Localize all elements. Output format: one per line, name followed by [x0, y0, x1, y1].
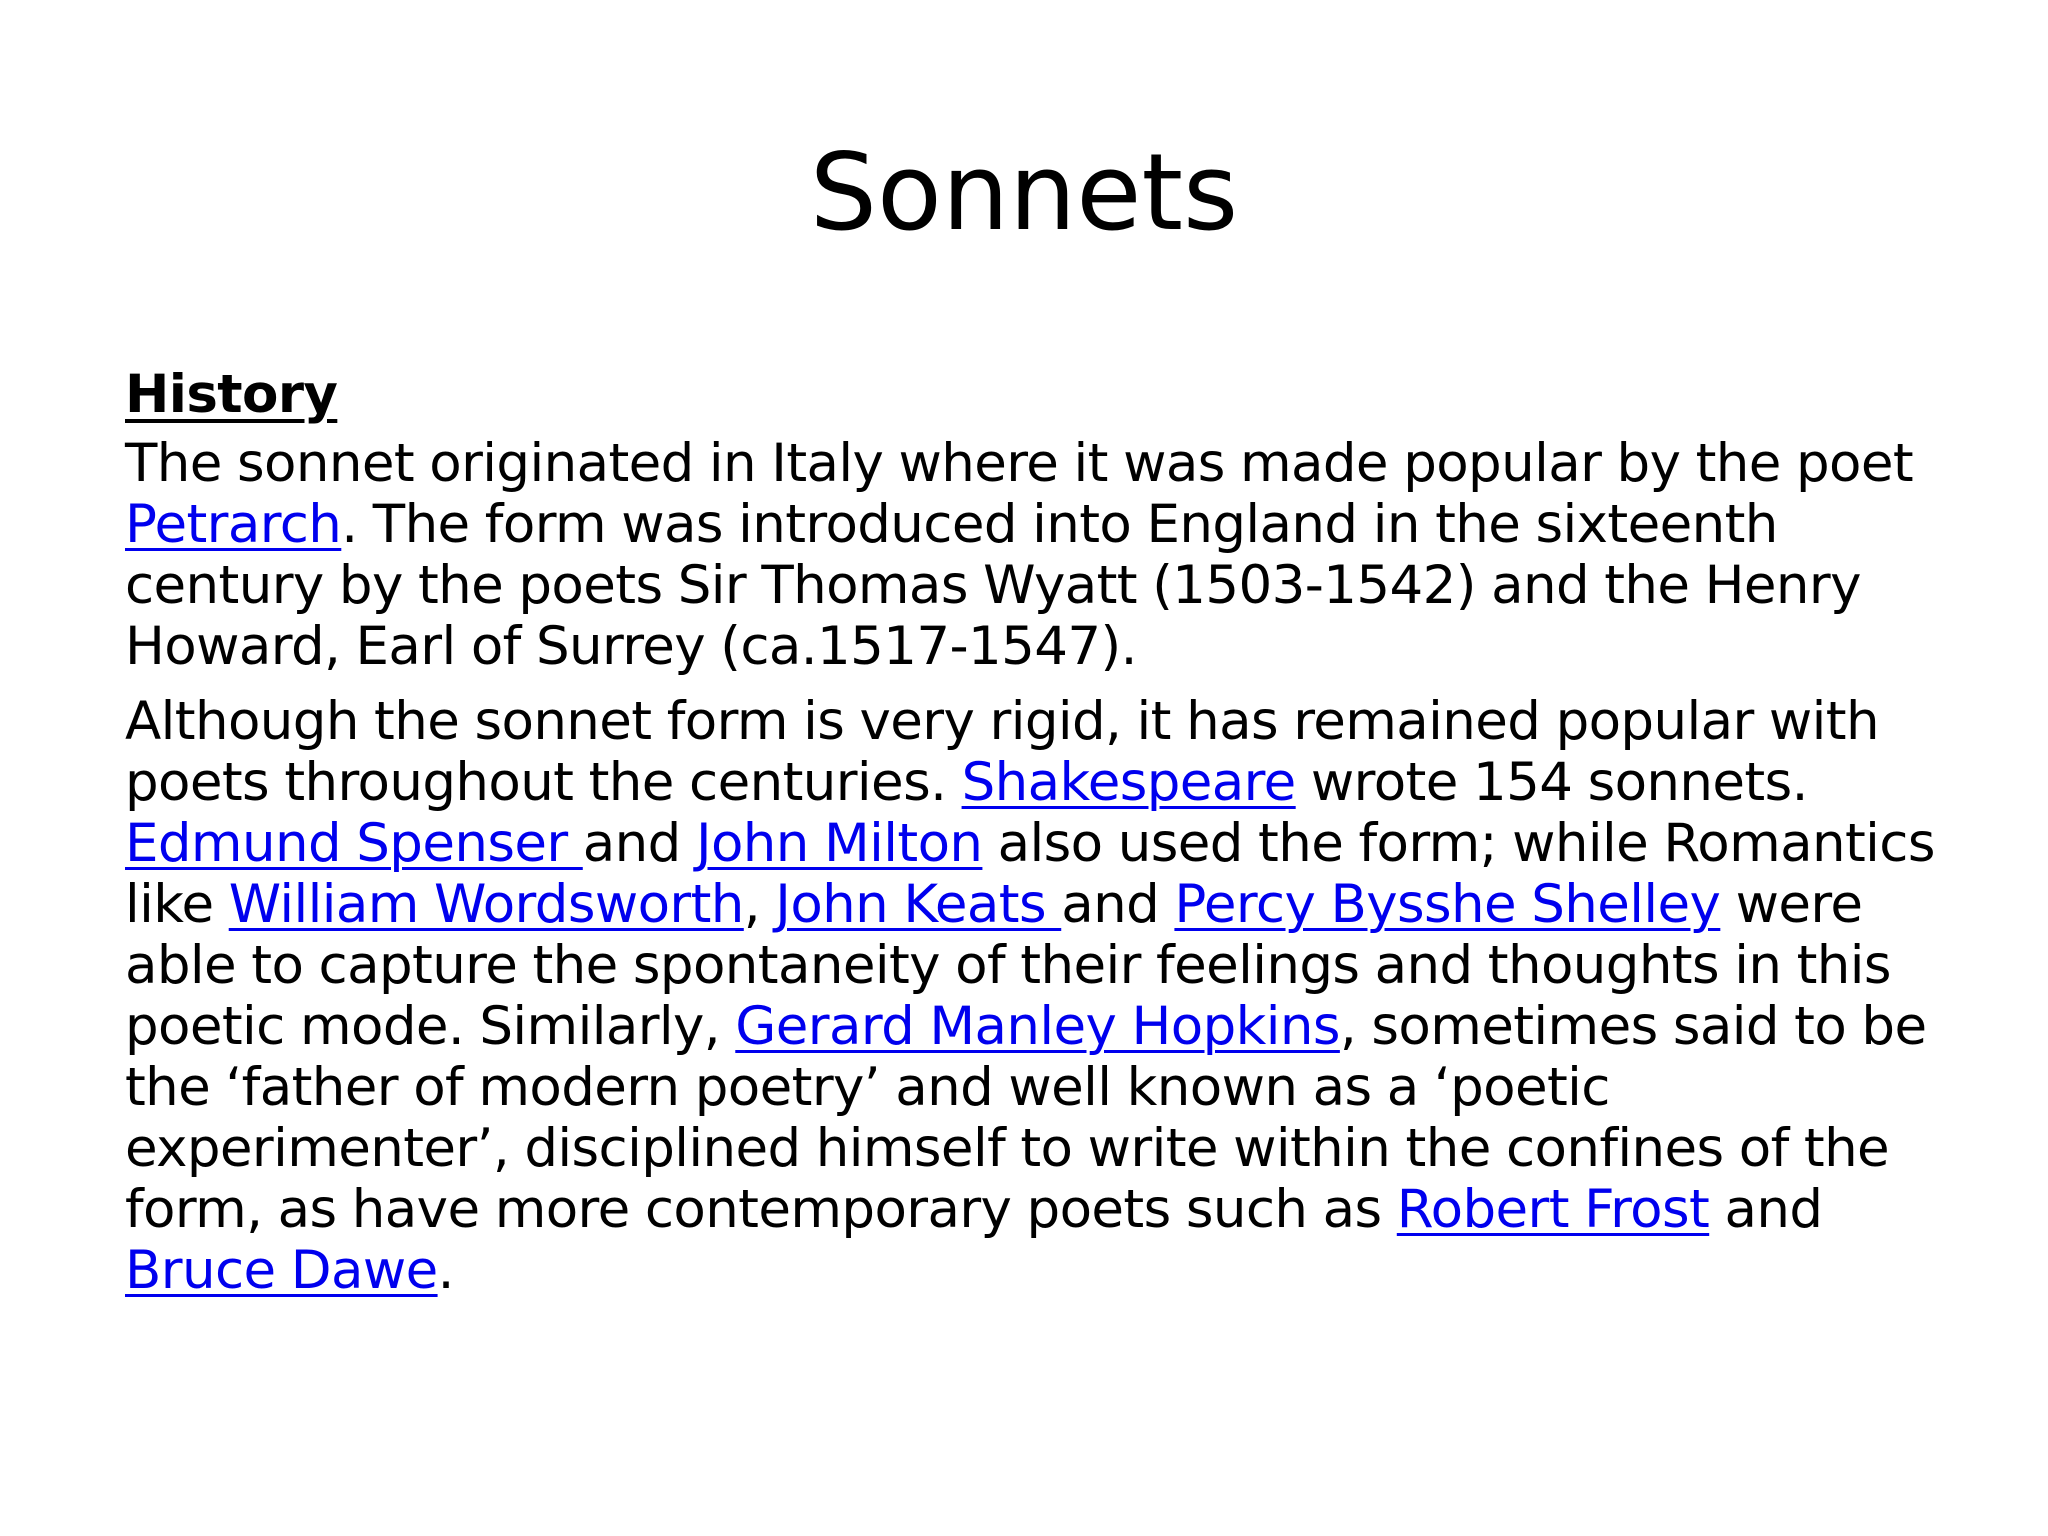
link-gerard-manley-hopkins[interactable]: Gerard Manley Hopkins: [735, 996, 1340, 1057]
text-span: and: [582, 813, 696, 874]
paragraph-popularity: [125, 691, 1955, 1301]
link-edmund-spenser[interactable]: Edmund Spenser: [125, 813, 583, 874]
link-shakespeare[interactable]: Shakespeare: [961, 752, 1296, 813]
text-span: , sometimes said to be the ‘father of modern poetry’ and well known as a ‘poetic experimenter’, disciplined himself to write within the confines of the form, as have more contemporary poets such as: [125, 996, 1927, 1240]
link-john-milton[interactable]: John Milton: [695, 813, 983, 874]
text-span: .: [437, 1240, 454, 1301]
link-bruce-dawe[interactable]: Bruce Dawe: [125, 1240, 438, 1301]
paragraph-origins: [125, 433, 1955, 677]
section-heading: History: [125, 364, 338, 425]
link-william-wordsworth[interactable]: William Wordsworth: [228, 874, 744, 935]
text-span: . The form was introduced into England in the sixteenth century by the poets Sir Thomas Wyatt (1503-1542) and the Henry Howard, Earl of Surrey (ca.1517-1547).: [125, 494, 1861, 677]
text-span: The sonnet originated in Italy where it was made popular by the poet: [125, 433, 1914, 494]
slide-body: [125, 364, 1955, 1315]
text-span: also used the form; while Romantics like: [125, 813, 1935, 935]
text-span: Although the sonnet form is very rigid, it has remained popular with poets throughout the centuries.: [125, 691, 1879, 813]
slide-title: Sonnets: [809, 131, 1239, 254]
text-span: wrote 154 sonnets.: [1295, 752, 1808, 813]
link-john-keats[interactable]: John Keats: [775, 874, 1062, 935]
text-span: were able to capture the spontaneity of their feelings and thoughts in this poetic mode. Similarly,: [125, 874, 1891, 1057]
text-span: and: [1061, 874, 1175, 935]
text-span: and: [1709, 1179, 1823, 1240]
link-robert-frost[interactable]: Robert Frost: [1396, 1179, 1710, 1240]
link-percy-bysshe-shelley[interactable]: Percy Bysshe Shelley: [1174, 874, 1721, 935]
link-petrarch[interactable]: Petrarch: [125, 494, 342, 555]
text-span: ,: [743, 874, 776, 935]
